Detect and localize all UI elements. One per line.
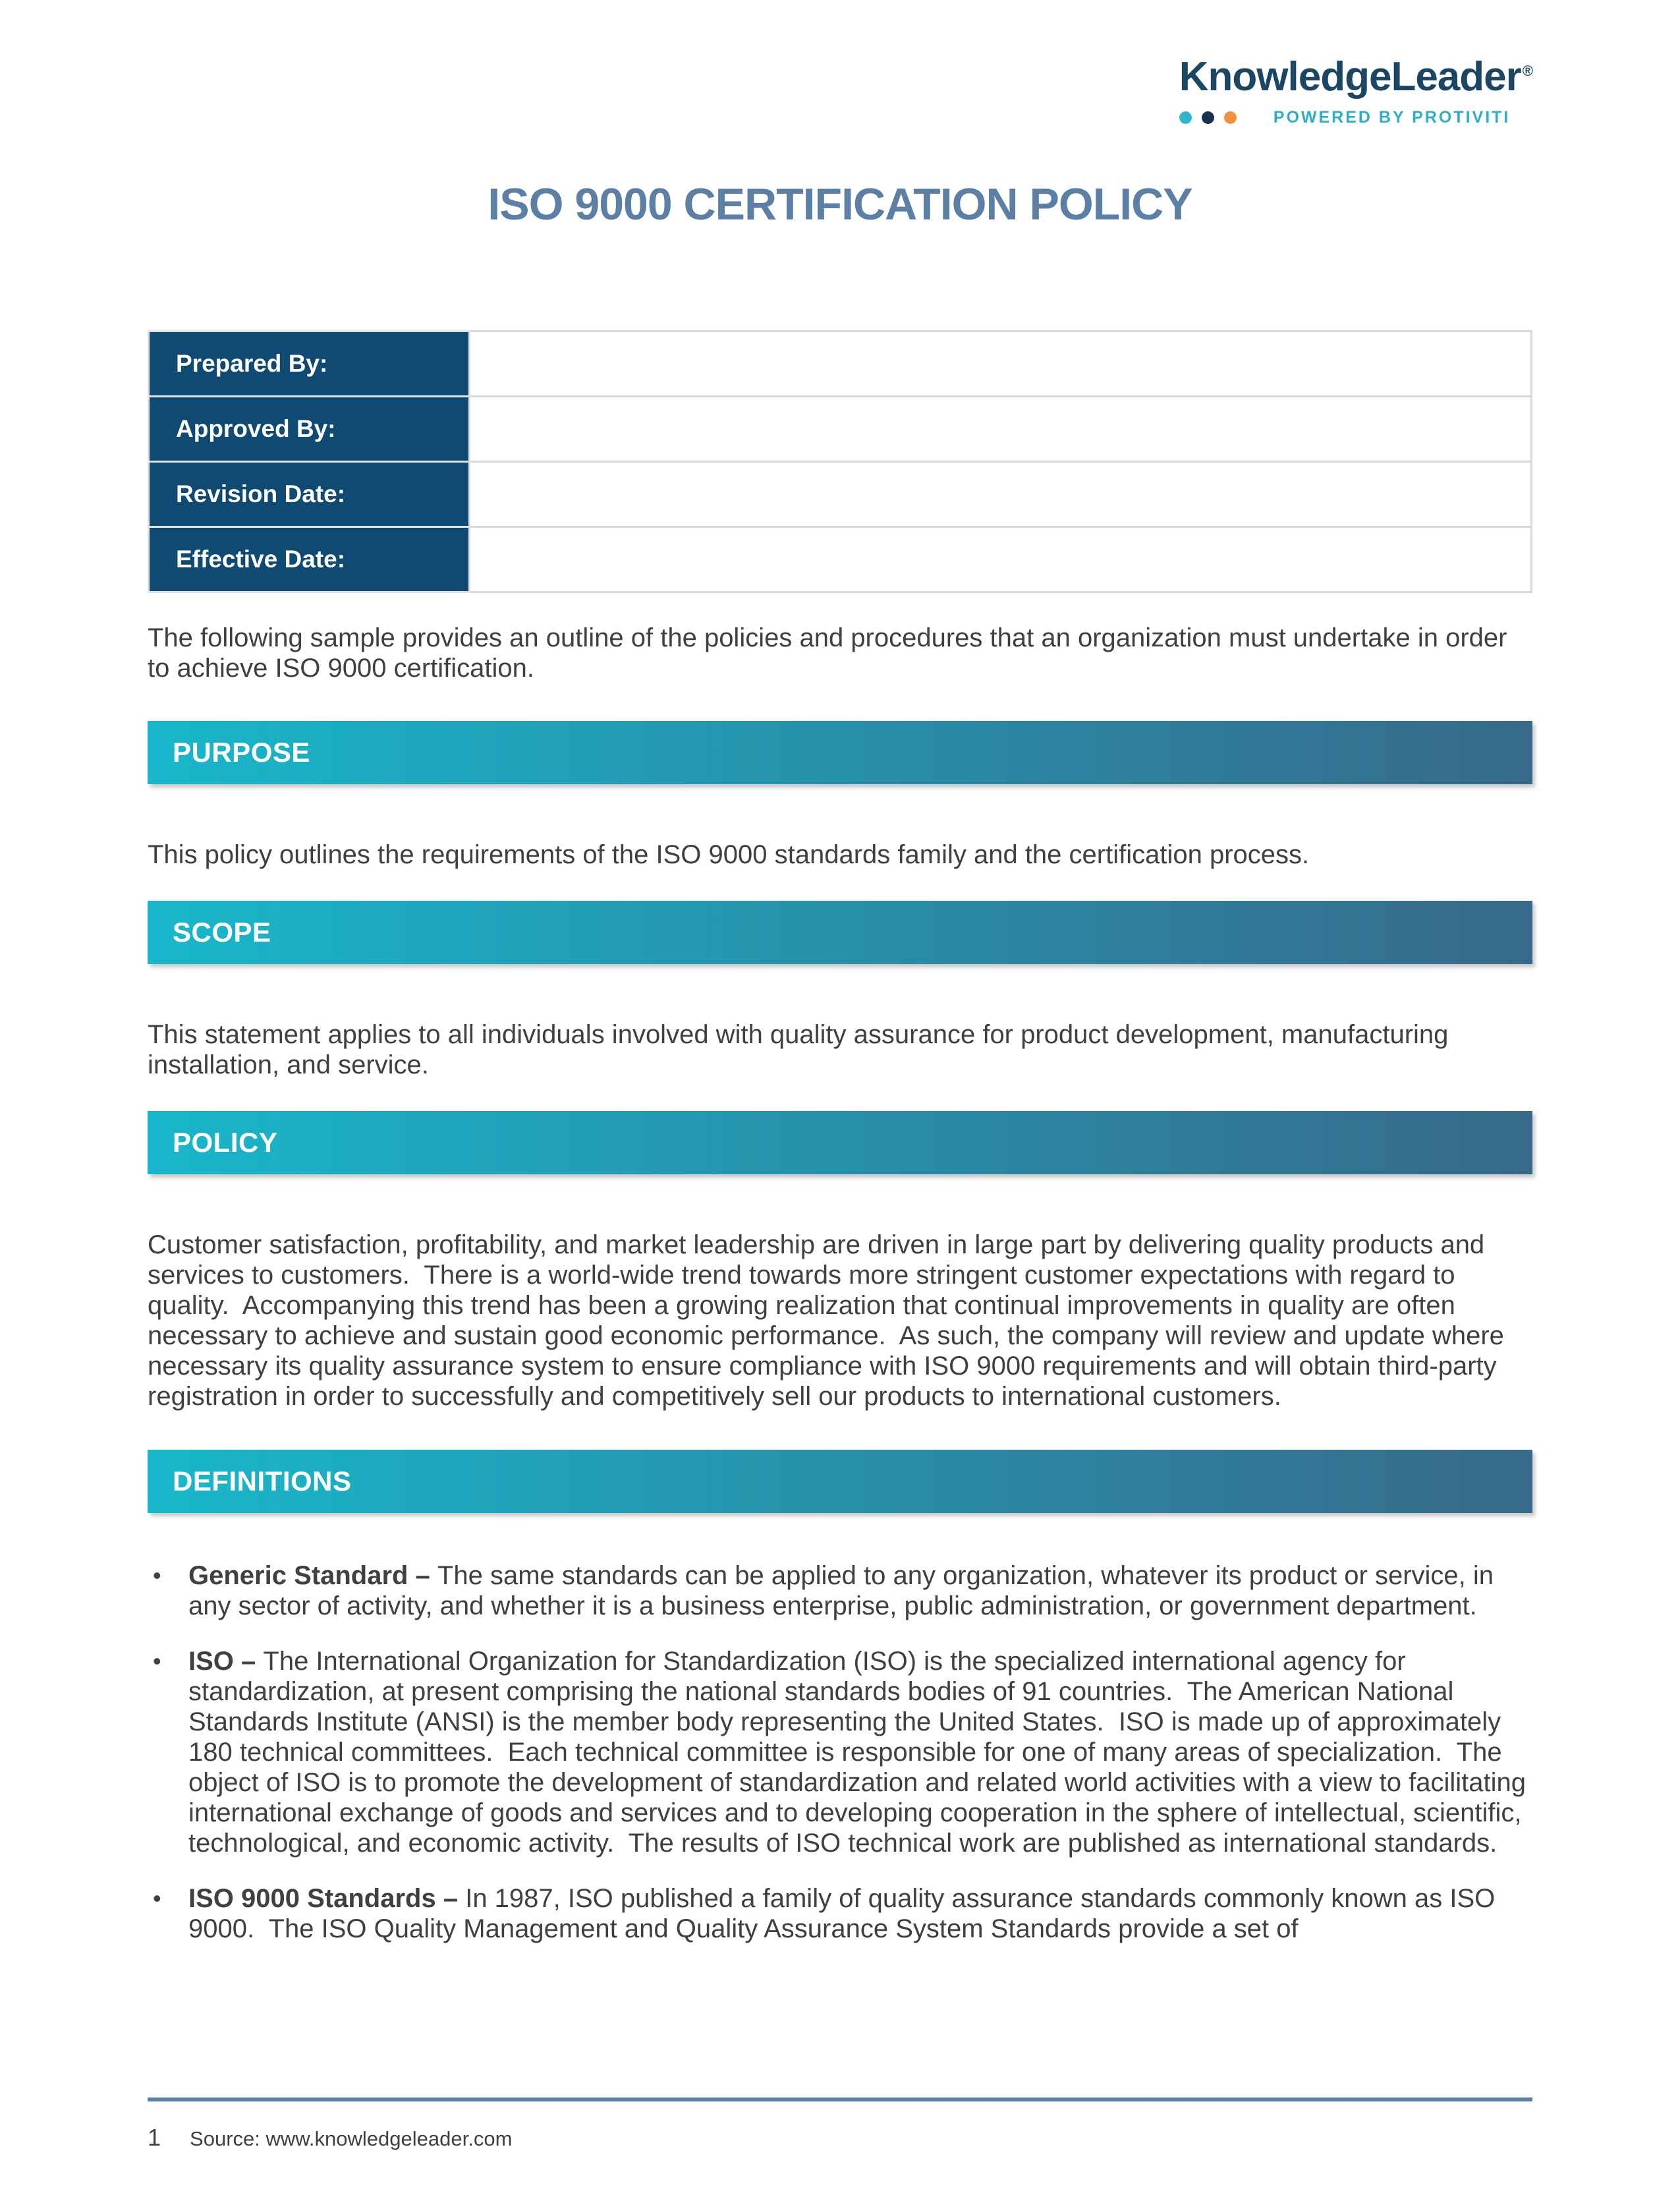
brand-tagline-row <box>1179 108 1511 127</box>
list-item <box>148 1883 1532 1944</box>
bullet-icon: • <box>153 1885 161 1912</box>
definition-generic-standard <box>188 1560 1532 1621</box>
footer-divider <box>148 2097 1532 2101</box>
info-value-revision-date <box>470 462 1532 527</box>
info-label-revision-date: Revision Date: <box>149 462 470 527</box>
bullet-text: The same standards can be applied to any organization, whatever its product or service, in any sector of activity, and whether it is a business enterprise, public administration, or government department. <box>188 1561 1501 1621</box>
policy-paragraph: Customer satisfaction, profitability, and market leadership are driven in large part by delivering quality products and services to customers. There is a world-wide trend towards more stringent customer expectations with regard to quality. Accompanying this trend has been a growing realization that continual improvements in quality are often necessary to achieve and sustain good economic performance. As such, the company will review and update where necessary its quality assurance system to ensure compliance with ISO 9000 requirements and will obtain third-party registration in order to successfully and competitively sell our products to international customers. <box>148 1230 1512 1412</box>
section-heading-label: SCOPE <box>173 917 271 948</box>
brand-name: KnowledgeLeader <box>1179 54 1521 100</box>
definition-iso-9000-standards <box>188 1883 1532 1944</box>
info-value-prepared-by <box>470 331 1532 397</box>
info-label-effective-date: Effective Date: <box>149 527 470 592</box>
definition-iso <box>188 1646 1532 1858</box>
table-row <box>149 331 1532 397</box>
bullet-text: In 1987, ISO published a family of quality assurance standards commonly known as ISO 9000. The ISO Quality Management and Quality Assurance System Standards provide a set of <box>188 1884 1503 1944</box>
section-header-definitions <box>148 1450 1532 1513</box>
section-header-policy <box>148 1111 1532 1174</box>
section-heading-label: PURPOSE <box>173 737 310 768</box>
bullet-icon: • <box>153 1562 161 1589</box>
logo-dot-orange-icon <box>1224 111 1237 124</box>
info-value-approved-by <box>470 397 1532 462</box>
logo-dots <box>1179 111 1237 124</box>
footer-row <box>148 2124 1532 2152</box>
logo-dot-navy-icon <box>1202 111 1214 124</box>
bullet-text: The International Organization for Standardization (ISO) is the specialized international agency for standardization, at present comprising the national standards bodies of 91 countries. The American National Standards Institute (ANSI) is the member body representing the United States. ISO is made up of approximately 180 technical committees. Each technical committee is responsible for one of many areas of specialization. The object of ISO is to promote the development of standardization and related world activities with a view to facilitating international exchange of goods and services and to developing cooperation in the sphere of intellectual, scientific, technological, and economic activity. The results of ISO technical work are published as international standards. <box>188 1647 1534 1858</box>
bullet-lead: ISO – <box>188 1647 264 1676</box>
registered-trademark-icon: ® <box>1522 63 1532 80</box>
brand-tagline: POWERED BY PROTIVITI <box>1273 108 1511 127</box>
source-text: Source: www.knowledgeleader.com <box>190 2127 513 2150</box>
info-label-approved-by: Approved By: <box>149 397 470 462</box>
list-item <box>148 1560 1532 1621</box>
intro-paragraph: The following sample provides an outline of the policies and procedures that an organization must undertake in order to achieve ISO 9000 certification. <box>148 623 1515 683</box>
scope-paragraph: This statement applies to all individuals involved with quality assurance for product development, manufacturing installation, and service. <box>148 1020 1456 1080</box>
page-title: ISO 9000 CERTIFICATION POLICY <box>488 179 1192 229</box>
section-heading-label: DEFINITIONS <box>173 1466 352 1497</box>
bullet-lead: Generic Standard – <box>188 1561 437 1591</box>
info-table <box>148 330 1532 593</box>
section-header-purpose <box>148 721 1532 784</box>
definitions-list <box>148 1560 1532 1944</box>
table-row <box>149 397 1532 462</box>
list-item <box>148 1646 1532 1858</box>
purpose-paragraph: This policy outlines the requirements of the ISO 9000 standards family and the certification process. <box>148 840 1310 870</box>
section-header-scope <box>148 901 1532 964</box>
table-row <box>149 527 1532 592</box>
info-value-effective-date <box>470 527 1532 592</box>
bullet-icon: • <box>153 1647 161 1675</box>
bullet-lead: ISO 9000 Standards – <box>188 1884 466 1914</box>
section-heading-label: POLICY <box>173 1127 278 1158</box>
page-footer <box>148 2097 1532 2152</box>
info-label-prepared-by: Prepared By: <box>149 331 470 397</box>
table-row <box>149 462 1532 527</box>
logo-dot-cyan-icon <box>1179 111 1192 124</box>
brand-wordmark <box>1179 54 1532 100</box>
page-number: 1 <box>148 2124 161 2151</box>
brand-logo <box>1179 54 1532 127</box>
